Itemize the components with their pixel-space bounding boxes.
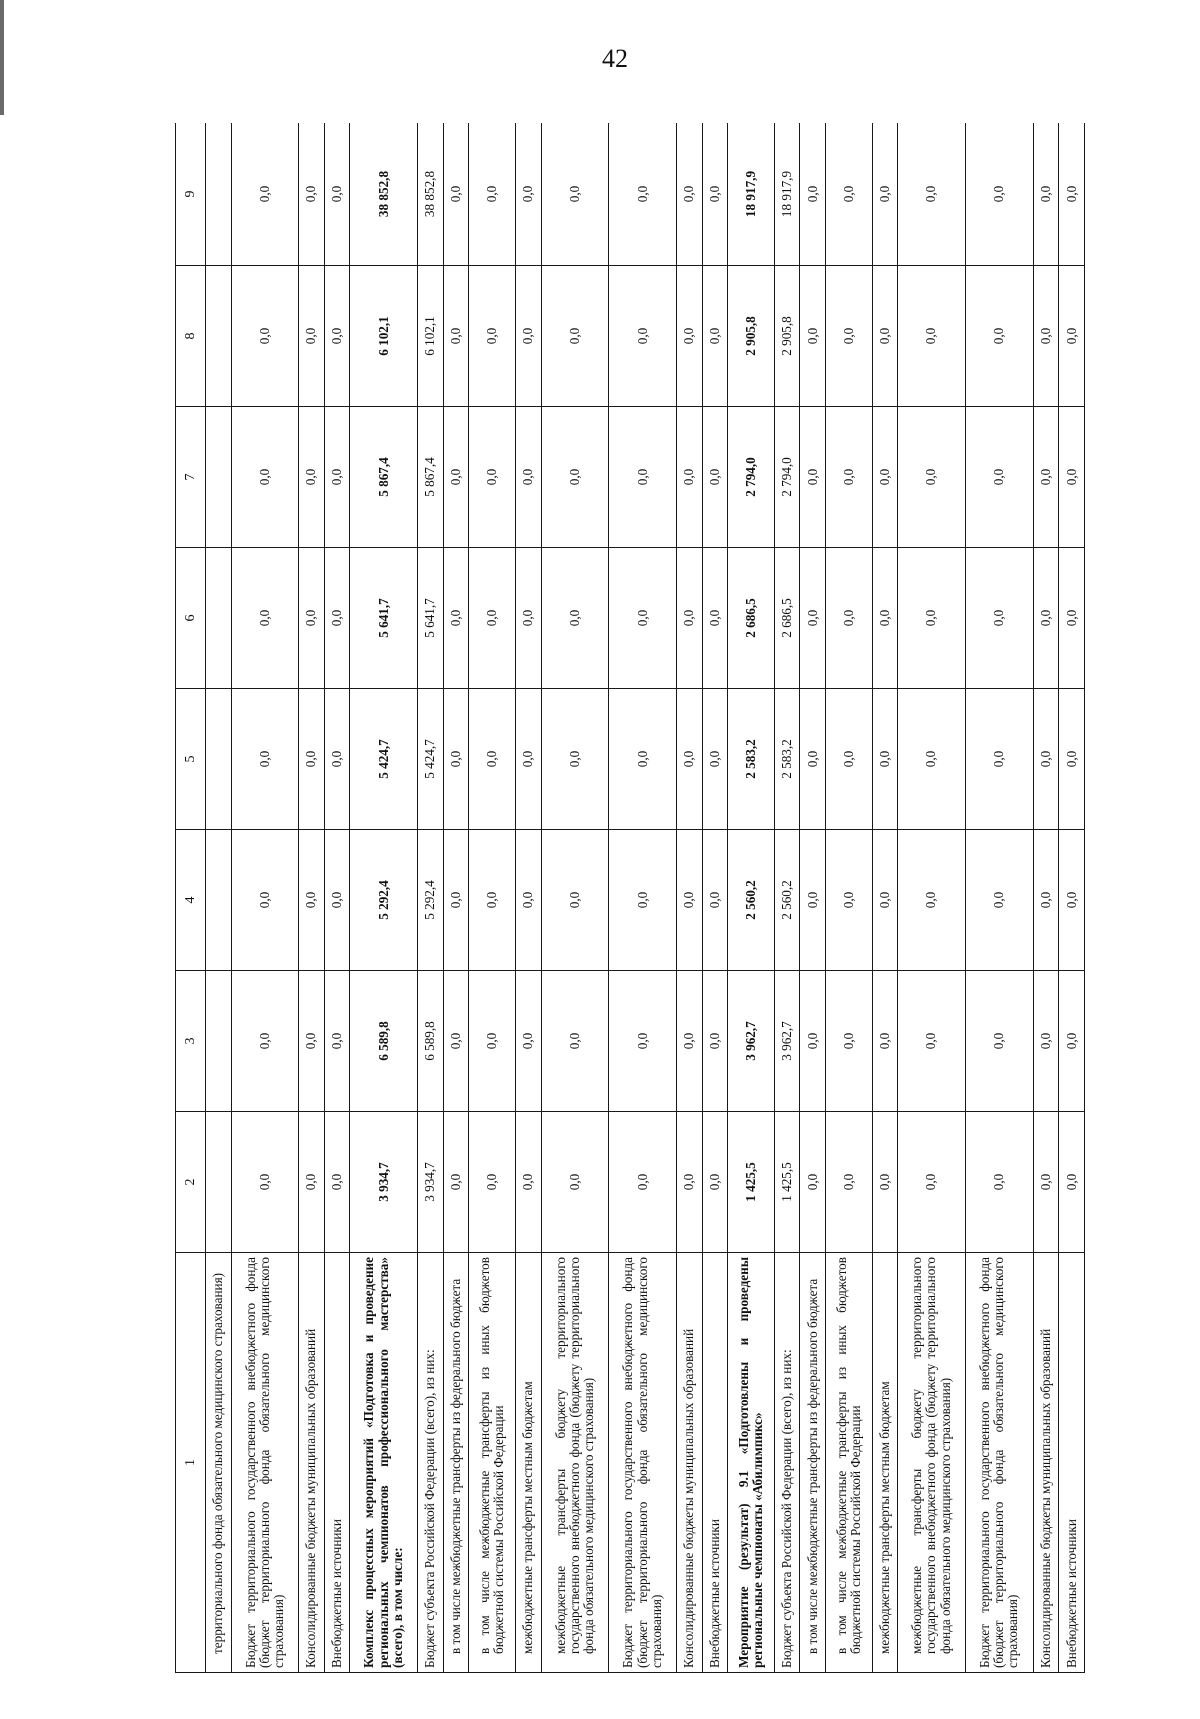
value-cell: 0,0 [231,548,299,689]
value-cell: 0,0 [677,689,703,830]
value-cell: 0,0 [541,548,609,689]
value-cell: 0,0 [898,830,966,971]
value-cell: 0,0 [541,1112,609,1253]
value-cell: 0,0 [515,407,541,548]
row-label: межбюджетные трансферты местным бюджетам [515,1253,541,1673]
value-cell: 6 589,8 [418,971,444,1112]
value-cell: 5 424,7 [350,689,418,830]
value-cell: 0,0 [677,1112,703,1253]
value-cell: 0,0 [800,123,826,266]
value-cell: 0,0 [324,830,350,971]
value-cell: 0,0 [872,971,898,1112]
table-row [702,123,728,1673]
value-cell: 0,0 [965,1112,1033,1253]
value-cell: 0,0 [299,971,325,1112]
value-cell: 0,0 [609,407,677,548]
value-cell: 0,0 [299,548,325,689]
value-cell: 0,0 [1059,689,1085,830]
value-cell: 0,0 [231,689,299,830]
value-cell: 0,0 [299,123,325,266]
value-cell: 0,0 [1059,548,1085,689]
row-label: Внебюджетные источники [702,1253,728,1673]
value-cell: 0,0 [702,971,728,1112]
column-header: 1 [176,1253,206,1673]
value-cell: 0,0 [541,971,609,1112]
value-cell: 3 934,7 [418,1112,444,1253]
value-cell: 0,0 [515,123,541,266]
table-viewport [175,123,1085,1673]
value-cell: 0,0 [541,407,609,548]
value-cell: 0,0 [231,971,299,1112]
value-cell: 0,0 [1059,830,1085,971]
row-label: в том числе межбюджетные трансферты из федерального бюджета [443,1253,469,1673]
value-cell: 0,0 [677,548,703,689]
value-cell: 0,0 [677,123,703,266]
value-cell: 0,0 [898,689,966,830]
value-cell: 0,0 [965,123,1033,266]
value-cell: 0,0 [825,971,872,1112]
value-cell: 0,0 [898,407,966,548]
row-label: Внебюджетные источники [1059,1253,1085,1673]
value-cell: 0,0 [825,689,872,830]
value-cell: 0,0 [965,971,1033,1112]
value-cell: 0,0 [1059,123,1085,266]
row-label: Бюджет территориального государственного внебюджетного фонда (бюджет территориального фонда обязательного медицинского страхования) [965,1253,1033,1673]
table-row [418,123,444,1673]
value-cell: 0,0 [702,689,728,830]
value-cell: 2 560,2 [728,830,775,971]
table-row [800,123,826,1673]
value-cell: 5 292,4 [418,830,444,971]
value-cell: 0,0 [443,123,469,266]
value-cell: 1 425,5 [728,1112,775,1253]
value-cell: 0,0 [609,689,677,830]
value-cell: 0,0 [825,1112,872,1253]
value-cell: 18 917,9 [728,123,775,266]
page-number: 42 [602,44,628,73]
table-row [774,123,800,1673]
value-cell: 0,0 [825,123,872,266]
value-cell: 0,0 [443,830,469,971]
value-cell: 0,0 [898,971,966,1112]
table-row [898,123,966,1673]
row-label: межбюджетные трансферты бюджету территориального государственного внебюджетного фонда (бюджету территориального фонда обязательного медицинского страхования) [541,1253,609,1673]
value-cell: 0,0 [1059,971,1085,1112]
value-cell: 2 794,0 [728,407,775,548]
value-cell: 0,0 [231,123,299,266]
value-cell: 0,0 [231,407,299,548]
column-header: 3 [176,971,206,1112]
column-header: 6 [176,548,206,689]
column-header: 5 [176,689,206,830]
column-header: 4 [176,830,206,971]
value-cell: 0,0 [872,548,898,689]
value-cell: 0,0 [541,689,609,830]
value-cell: 38 852,8 [418,123,444,266]
value-cell: 0,0 [677,971,703,1112]
row-label: межбюджетные трансферты бюджету территориального государственного внебюджетного фонда (бюджету территориального фонда обязательного медицинского страхования) [898,1253,966,1673]
value-cell: 0,0 [515,266,541,407]
value-cell: 0,0 [231,830,299,971]
value-cell: 0,0 [541,123,609,266]
table-row [231,123,299,1673]
value-cell: 0,0 [469,971,516,1112]
value-cell: 0,0 [1059,266,1085,407]
value-cell: 5 641,7 [418,548,444,689]
value-cell: 0,0 [898,123,966,266]
column-header: 8 [176,266,206,407]
value-cell: 0,0 [702,548,728,689]
value-cell: 0,0 [872,689,898,830]
value-cell: 0,0 [825,830,872,971]
row-label: Бюджет территориального государственного внебюджетного фонда (бюджет территориального фонда обязательного медицинского страхования) [231,1253,299,1673]
value-cell: 0,0 [825,266,872,407]
value-cell: 0,0 [469,689,516,830]
value-cell: 0,0 [443,407,469,548]
value-cell: 0,0 [515,689,541,830]
value-cell: 0,0 [800,407,826,548]
value-cell: 3 934,7 [350,1112,418,1253]
row-label: территориального фонда обязательного медицинского страхования) [206,1253,232,1673]
row-label: межбюджетные трансферты местным бюджетам [872,1253,898,1673]
value-cell: 0,0 [965,689,1033,830]
table-row [677,123,703,1673]
value-cell: 0,0 [515,1112,541,1253]
table-row [324,123,350,1673]
row-label: в том числе межбюджетные трансферты из иных бюджетов бюджетной системы Российской Федерации [825,1253,872,1673]
value-cell: 0,0 [702,407,728,548]
value-cell: 0,0 [800,1112,826,1253]
table-body [206,123,1085,1673]
value-cell: 0,0 [702,123,728,266]
value-cell: 0,0 [443,689,469,830]
value-cell: 0,0 [324,407,350,548]
value-cell: 0,0 [800,548,826,689]
table-row [728,123,775,1673]
value-cell: 0,0 [324,548,350,689]
value-cell: 0,0 [1059,1112,1085,1253]
value-cell: 2 794,0 [774,407,800,548]
value-cell: 0,0 [800,689,826,830]
value-cell: 0,0 [1033,830,1059,971]
table-row [872,123,898,1673]
value-cell: 0,0 [324,689,350,830]
value-cell: 0,0 [324,123,350,266]
table-row [1059,123,1085,1673]
value-cell: 5 867,4 [418,407,444,548]
value-cell: 2 686,5 [774,548,800,689]
value-cell: 0,0 [965,407,1033,548]
value-cell: 0,0 [677,830,703,971]
row-label: Бюджет субъекта Российской Федерации (всего), из них: [774,1253,800,1673]
value-cell: 0,0 [324,1112,350,1253]
budget-table [175,123,1085,1673]
value-cell: 0,0 [1033,123,1059,266]
value-cell: 0,0 [1033,266,1059,407]
table-row [206,123,232,1673]
value-cell: 0,0 [1033,1112,1059,1253]
value-cell [206,830,232,971]
column-header: 7 [176,407,206,548]
value-cell: 0,0 [702,266,728,407]
value-cell: 0,0 [443,1112,469,1253]
value-cell: 2 583,2 [774,689,800,830]
table-header-row [176,123,206,1673]
value-cell: 0,0 [1033,548,1059,689]
row-label: Консолидированные бюджеты муниципальных образований [677,1253,703,1673]
value-cell: 0,0 [609,830,677,971]
value-cell: 6 589,8 [350,971,418,1112]
value-cell: 5 424,7 [418,689,444,830]
table-row [965,123,1033,1673]
value-cell: 0,0 [469,830,516,971]
value-cell: 5 641,7 [350,548,418,689]
value-cell: 3 962,7 [774,971,800,1112]
value-cell: 2 686,5 [728,548,775,689]
table-row [541,123,609,1673]
row-label: Мероприятие (результат) 9.1 «Подготовлены и проведены региональные чемпионаты «Абилимпикс» [728,1253,775,1673]
value-cell: 0,0 [800,971,826,1112]
value-cell: 0,0 [872,830,898,971]
value-cell: 0,0 [443,548,469,689]
value-cell [206,407,232,548]
value-cell: 0,0 [609,1112,677,1253]
row-label: в том числе межбюджетные трансферты из иных бюджетов бюджетной системы Российской Федерации [469,1253,516,1673]
value-cell: 0,0 [872,407,898,548]
rotated-table-container [175,123,1085,1673]
value-cell: 0,0 [609,971,677,1112]
table-row [443,123,469,1673]
value-cell: 0,0 [299,266,325,407]
value-cell: 0,0 [898,548,966,689]
column-header: 9 [176,123,206,266]
table-row [350,123,418,1673]
value-cell: 0,0 [1059,407,1085,548]
value-cell: 0,0 [872,123,898,266]
row-label: в том числе межбюджетные трансферты из федерального бюджета [800,1253,826,1673]
value-cell: 0,0 [609,123,677,266]
column-header: 2 [176,1112,206,1253]
row-label: Консолидированные бюджеты муниципальных образований [1033,1253,1059,1673]
value-cell: 0,0 [1033,407,1059,548]
value-cell: 0,0 [231,1112,299,1253]
value-cell [206,1112,232,1253]
row-label: Консолидированные бюджеты муниципальных образований [299,1253,325,1673]
value-cell: 0,0 [1033,971,1059,1112]
value-cell: 0,0 [469,407,516,548]
value-cell: 0,0 [299,407,325,548]
value-cell: 0,0 [469,548,516,689]
value-cell: 18 917,9 [774,123,800,266]
value-cell [206,266,232,407]
value-cell: 0,0 [469,1112,516,1253]
value-cell: 0,0 [898,1112,966,1253]
value-cell [206,123,232,266]
value-cell [206,971,232,1112]
value-cell: 6 102,1 [350,266,418,407]
value-cell: 2 905,8 [728,266,775,407]
value-cell: 0,0 [872,266,898,407]
value-cell: 0,0 [825,407,872,548]
table-row [299,123,325,1673]
value-cell: 2 583,2 [728,689,775,830]
value-cell: 0,0 [677,407,703,548]
table-row [1033,123,1059,1673]
value-cell: 0,0 [677,266,703,407]
value-cell: 6 102,1 [418,266,444,407]
value-cell: 0,0 [469,123,516,266]
value-cell: 0,0 [324,971,350,1112]
value-cell: 0,0 [541,830,609,971]
value-cell [206,689,232,830]
value-cell: 0,0 [965,266,1033,407]
table-row [515,123,541,1673]
value-cell: 0,0 [541,266,609,407]
value-cell: 0,0 [609,548,677,689]
value-cell: 0,0 [825,548,872,689]
row-label: Комплекс процессных мероприятий «Подготовка и проведение региональных чемпионатов профессионального мастерства» (всего), в том числе: [350,1253,418,1673]
value-cell: 2 905,8 [774,266,800,407]
value-cell: 0,0 [443,971,469,1112]
value-cell: 5 292,4 [350,830,418,971]
value-cell: 0,0 [898,266,966,407]
value-cell: 0,0 [702,1112,728,1253]
value-cell: 0,0 [1033,689,1059,830]
value-cell: 1 425,5 [774,1112,800,1253]
value-cell: 0,0 [965,830,1033,971]
value-cell: 0,0 [299,830,325,971]
row-label: Внебюджетные источники [324,1253,350,1673]
value-cell: 0,0 [515,548,541,689]
value-cell: 0,0 [324,266,350,407]
value-cell: 0,0 [469,266,516,407]
value-cell: 5 867,4 [350,407,418,548]
value-cell: 0,0 [800,830,826,971]
value-cell: 0,0 [299,1112,325,1253]
row-label: Бюджет субъекта Российской Федерации (всего), из них: [418,1253,444,1673]
value-cell: 0,0 [231,266,299,407]
value-cell: 38 852,8 [350,123,418,266]
value-cell: 0,0 [515,971,541,1112]
value-cell: 0,0 [299,689,325,830]
value-cell: 0,0 [702,830,728,971]
value-cell: 0,0 [515,830,541,971]
value-cell: 0,0 [872,1112,898,1253]
value-cell: 3 962,7 [728,971,775,1112]
table-row [469,123,516,1673]
table-row [609,123,677,1673]
value-cell [206,548,232,689]
value-cell: 2 560,2 [774,830,800,971]
value-cell: 0,0 [965,548,1033,689]
table-row [825,123,872,1673]
value-cell: 0,0 [609,266,677,407]
value-cell: 0,0 [443,266,469,407]
value-cell: 0,0 [800,266,826,407]
row-label: Бюджет территориального государственного внебюджетного фонда (бюджет территориального фонда обязательного медицинского страхования) [609,1253,677,1673]
